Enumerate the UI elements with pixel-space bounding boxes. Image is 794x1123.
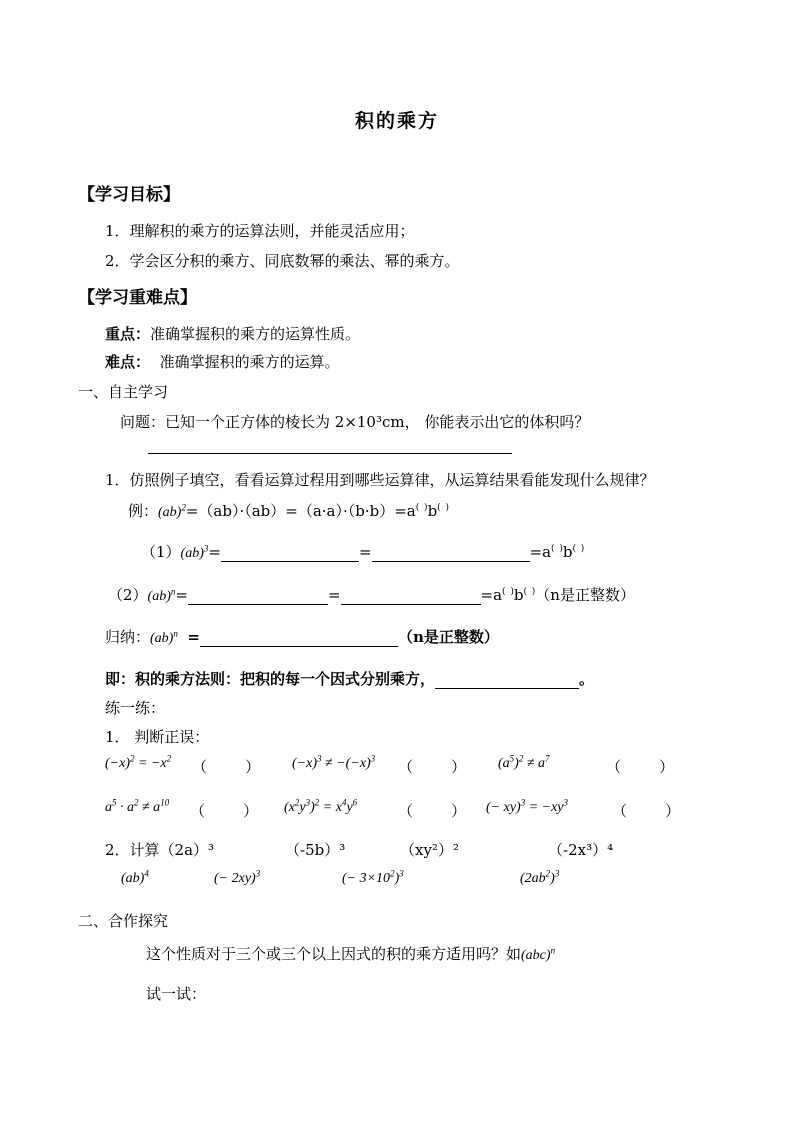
- judge-blank: （ ）: [398, 758, 467, 776]
- part2-formula: (abc)$^n$: [521, 945, 556, 963]
- summary-line: 归纳：(ab)$^n$ = （n是正整数）: [105, 628, 499, 646]
- example-label: 例：: [128, 502, 159, 520]
- rule-text: 即：积的乘方法则：把积的每一个因式分别乘方，: [105, 670, 436, 688]
- blank: [221, 543, 359, 562]
- example-line: 例：(ab)$^2$=（ab）·（ab）=（a·a）·（b·b）=a( )b( ): [128, 502, 449, 520]
- blank: [188, 586, 328, 605]
- calc-item-5: (ab)$^4$: [121, 868, 149, 886]
- objectives-heading: 【学习目标】: [78, 185, 180, 205]
- judge-label: 1． 判断正误：: [105, 728, 210, 746]
- exercise-2: （2）(ab)$^n$= = =a( )b( )（n是正整数）: [108, 586, 635, 604]
- task1-text: 1．仿照例子填空，看看运算过程用到哪些运算律，从运算结果看能发现什么规律？: [105, 471, 655, 489]
- summary-formula: (ab)$^n$: [150, 628, 178, 646]
- judge-blank: （ ）: [192, 758, 261, 776]
- judge-blank: （ ）: [612, 802, 681, 820]
- objective-item-2: 2．学会区分积的乘方、同底数幂的乘法、幂的乘方。: [105, 252, 460, 270]
- example-expansion: =（ab）·（ab）=（a·a）·（b·b）=a: [185, 502, 416, 520]
- part1-heading: 一、自主学习: [78, 383, 169, 401]
- judge-blank: （ ）: [398, 802, 467, 820]
- exercise-1: （1）(ab)$^3$= = =a( )b( ): [141, 543, 585, 561]
- calc-label: 2．计算（2a）³: [105, 841, 215, 859]
- calc-item-8: $(2ab^2)^3$: [520, 868, 560, 886]
- calc-item-4: （-2x³）⁴: [548, 841, 614, 859]
- try-label: 试一试：: [146, 985, 207, 1003]
- blank: [200, 628, 398, 647]
- judge-item-5: $(x^2y^3)^2 = x^4y^6$: [284, 797, 358, 815]
- key-point-text: 准确掌握积的乘方的运算性质。: [150, 325, 361, 343]
- blank: [372, 543, 530, 562]
- judge-item-4: $a^5 \cdot a^2 \ne a^{10}$: [105, 797, 170, 815]
- judge-item-6: (− $xy)^3 = -xy^3$: [486, 797, 569, 815]
- summary-note: （n是正整数）: [397, 628, 499, 646]
- hard-point-text: 准确掌握积的乘方的运算。: [159, 353, 340, 371]
- hard-point-label: 难点：: [105, 353, 151, 371]
- objective-item-1: 1．理解积的乘方的运算法则，并能灵活应用；: [105, 222, 415, 240]
- calc-item-2: （-5b）³: [285, 841, 346, 859]
- calc-item-6: (− 2xy)$^3$: [214, 868, 261, 886]
- summary-label: 归纳：: [105, 628, 151, 646]
- part2-heading: 二、合作探究: [78, 912, 169, 930]
- blank: [435, 670, 579, 689]
- exercise-2-label: （2）: [108, 586, 148, 604]
- part2-question: 这个性质对于三个或三个以上因式的积的乘方适用吗？如: [146, 945, 522, 963]
- blank: [341, 586, 481, 605]
- hard-point: [105, 351, 340, 372]
- judge-blank: （ ）: [190, 802, 259, 820]
- part1-question: 问题：已知一个正方体的棱长为 2×10³cm， 你能表示出它的体积吗？: [120, 413, 590, 431]
- page-title: 积的乘方: [355, 110, 440, 132]
- exercise-2-formula: (ab)$^n$: [147, 586, 176, 604]
- key-point-label: 重点：: [105, 325, 151, 343]
- judge-blank: （ ）: [606, 758, 675, 776]
- part2-question-line: [146, 943, 555, 964]
- difficulties-heading: 【学习重难点】: [78, 288, 197, 308]
- practice-label: 练一练：: [105, 699, 166, 717]
- judge-item-3: $(a^5)^2 \ne a^7$: [498, 753, 550, 771]
- exercise-2-note: （n是正整数）: [535, 586, 635, 604]
- calc-item-3: （xy²）²: [400, 841, 459, 859]
- judge-item-1: $(-x)^2 = -x^2$: [105, 753, 172, 771]
- rule-line: 即：积的乘方法则：把积的每一个因式分别乘方， 。: [105, 670, 595, 688]
- judge-item-2: $(-x)^3 \ne -(-x)^3$: [292, 753, 376, 771]
- example-formula: (ab)$^2$: [158, 502, 186, 520]
- exercise-1-label: （1）: [141, 543, 181, 561]
- answer-line: [148, 453, 512, 454]
- key-point: [105, 323, 360, 344]
- calc-item-7: (− $3\times 10^2)^3$: [342, 868, 404, 886]
- exercise-1-formula: (ab)$^3$: [180, 543, 209, 561]
